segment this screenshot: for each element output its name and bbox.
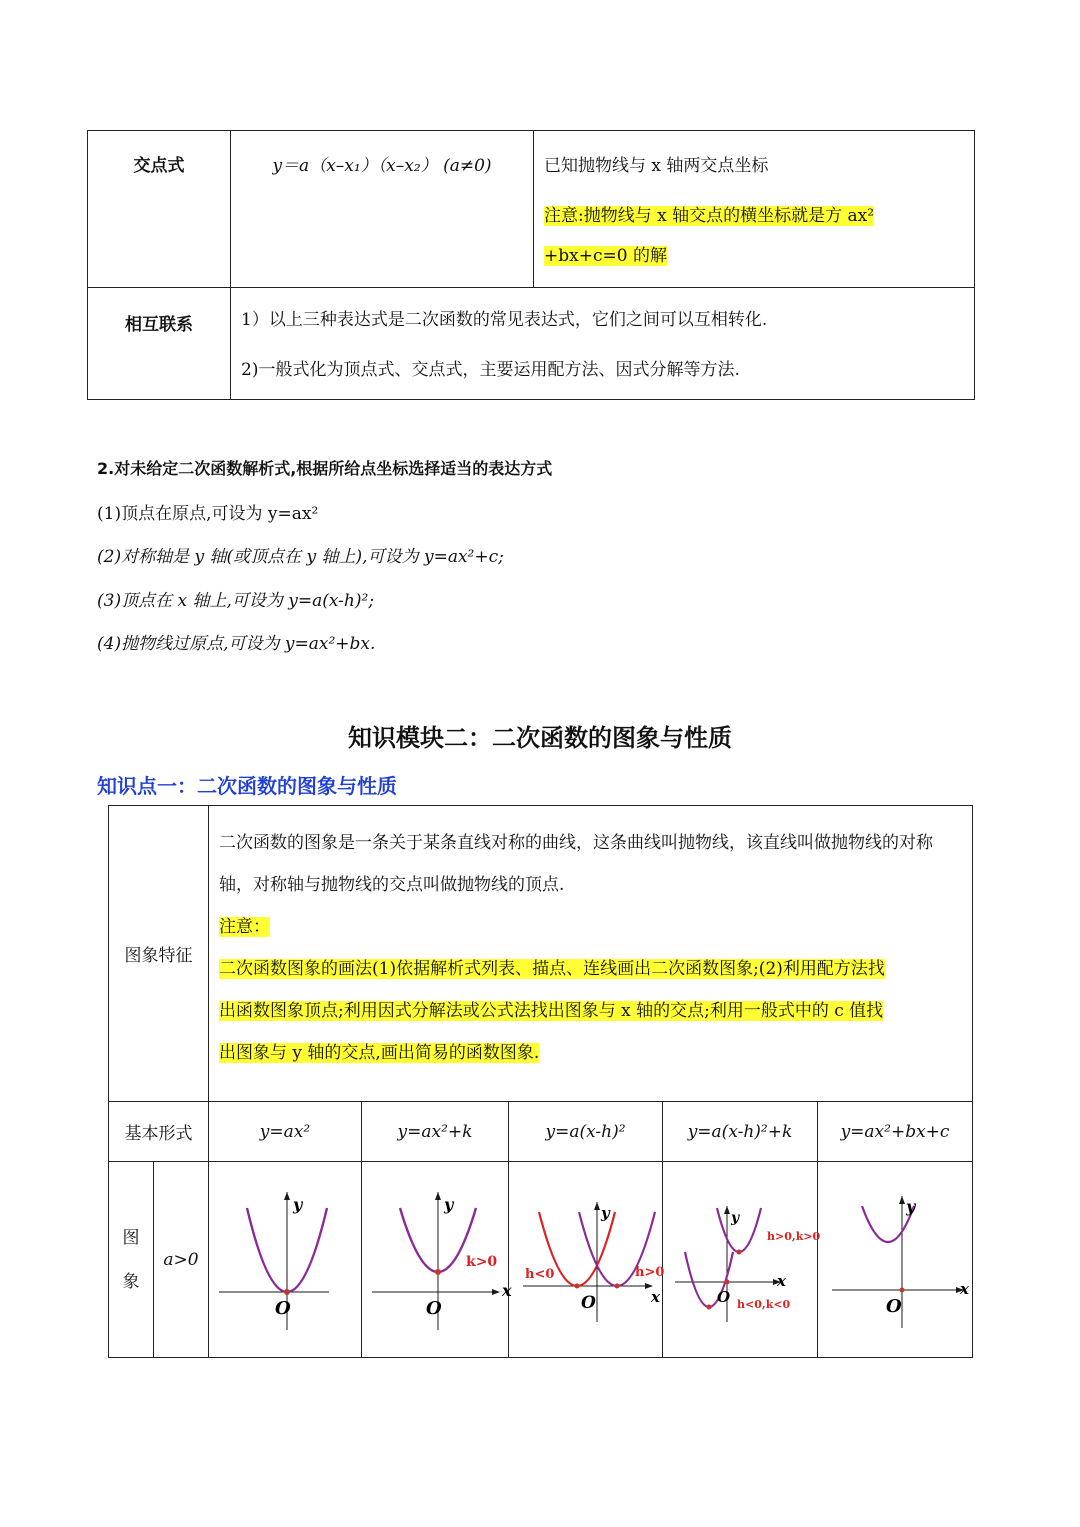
graph-4 bbox=[663, 1162, 821, 1352]
intercept-note-line: 已知抛物线与 x 轴两交点坐标 bbox=[544, 156, 769, 176]
relation-content bbox=[231, 288, 975, 400]
x-axis-arrow bbox=[492, 1289, 500, 1295]
intercept-form-label: 交点式 bbox=[88, 131, 231, 288]
expression-table bbox=[87, 130, 975, 400]
section2-item-3: (3)顶点在 x 轴上,可设为 y=a(x-h)²; bbox=[97, 591, 375, 611]
x-label: x bbox=[777, 1272, 786, 1290]
graph-label bbox=[109, 1162, 154, 1358]
basic-form-label: 基本形式 bbox=[109, 1102, 209, 1162]
note-line-2: 出函数图象顶点;利用因式分解法或公式法找出图象与 x 轴的交点;利用一般式中的 c 值找 bbox=[219, 1001, 884, 1021]
k-pos-label: k>0 bbox=[466, 1254, 498, 1270]
intercept-form-formula bbox=[231, 131, 534, 288]
graph-cell-3 bbox=[509, 1162, 663, 1358]
relation-line-1: 1）以上三种表达式是二次函数的常见表达式，它们之间可以互相转化. bbox=[241, 310, 768, 330]
h-pos-label: h>0 bbox=[635, 1265, 665, 1280]
note-line-3: 出图象与 y 轴的交点,画出简易的函数图象. bbox=[219, 1043, 540, 1063]
relation-line-2: 2)一般式化为顶点式、交点式，主要运用配方法、因式分解等方法. bbox=[241, 360, 740, 380]
y-axis-arrow bbox=[899, 1196, 905, 1204]
vertex-upper bbox=[737, 1250, 742, 1255]
graph-2 bbox=[362, 1162, 512, 1352]
hk-neg-label: h<0,k<0 bbox=[737, 1298, 791, 1311]
y-axis-arrow bbox=[435, 1192, 441, 1200]
x-label: x bbox=[651, 1288, 660, 1306]
origin-point bbox=[725, 1280, 730, 1285]
graph-cell-2 bbox=[362, 1162, 512, 1358]
graph-1 bbox=[209, 1162, 361, 1352]
vertex-left bbox=[575, 1284, 580, 1289]
hk-pos-label: h>0,k>0 bbox=[767, 1230, 821, 1243]
graph-label-2: 象 bbox=[122, 1271, 140, 1292]
intercept-warning bbox=[544, 196, 964, 276]
note-label: 注意： bbox=[219, 917, 270, 937]
graph-3 bbox=[509, 1162, 665, 1352]
note-line-1: 二次函数图象的画法(1)依据解析式列表、描点、连线画出二次函数图象;(2)利用配方法找 bbox=[219, 959, 885, 979]
y-axis-arrow bbox=[724, 1206, 730, 1214]
form-2: y=ax²+k bbox=[362, 1102, 509, 1162]
origin-label: O bbox=[717, 1288, 731, 1306]
section2-heading: 2.对未给定二次函数解析式,根据所给点坐标选择适当的表达方式 bbox=[97, 459, 553, 478]
graph-properties-table bbox=[108, 805, 973, 1358]
feature-content bbox=[209, 806, 973, 1102]
y-label: y bbox=[601, 1204, 610, 1222]
graph-label-1: 图 bbox=[122, 1227, 140, 1248]
feature-label: 图象特征 bbox=[109, 806, 209, 1102]
y-axis-arrow bbox=[284, 1192, 290, 1200]
y-label: y bbox=[293, 1195, 303, 1214]
feature-desc: 二次函数的图象是一条关于某条直线对称的曲线，这条曲线叫抛物线，该直线叫做抛物线的对称轴，对称轴与抛物线的交点叫做抛物线的顶点. bbox=[219, 833, 933, 895]
vertex-point bbox=[284, 1289, 290, 1295]
y-label: y bbox=[444, 1195, 454, 1214]
intercept-formula-text: y＝a（x–x₁）（x–x₂） (a≠0) bbox=[272, 156, 492, 176]
condition-label: a>0 bbox=[154, 1162, 209, 1358]
module-title: 知识模块二：二次函数的图象与性质 bbox=[348, 724, 732, 752]
y-label: y bbox=[731, 1210, 740, 1226]
x-label: x bbox=[502, 1281, 512, 1300]
y-label: y bbox=[906, 1197, 916, 1216]
h-neg-label: h<0 bbox=[525, 1267, 555, 1282]
y-axis-arrow bbox=[594, 1202, 600, 1210]
intercept-warning-b: +bx+c=0 的解 bbox=[544, 246, 667, 266]
form-3: y=a(x-h)² bbox=[509, 1102, 663, 1162]
intercept-warning-a: 注意:抛物线与 x 轴交点的横坐标就是方 ax² bbox=[544, 206, 875, 226]
section2-item-1: (1)顶点在原点,可设为 y=ax² bbox=[97, 504, 319, 524]
origin-point bbox=[900, 1288, 905, 1293]
point-title: 知识点一：二次函数的图象与性质 bbox=[97, 774, 397, 798]
graph-cell-4 bbox=[663, 1162, 821, 1358]
feature-note bbox=[219, 906, 964, 1074]
vertex-right bbox=[615, 1284, 620, 1289]
vertex-point bbox=[435, 1269, 441, 1275]
section2-item-2: (2)对称轴是 y 轴(或顶点在 y 轴上),可设为 y=ax²+c; bbox=[97, 547, 504, 567]
x-label: x bbox=[960, 1280, 969, 1298]
graph-cell-1 bbox=[209, 1162, 362, 1358]
graph-5 bbox=[818, 1162, 973, 1352]
origin-label: O bbox=[275, 1298, 291, 1319]
origin-label: O bbox=[886, 1296, 902, 1317]
form-1: y=ax² bbox=[209, 1102, 362, 1162]
intercept-form-note bbox=[534, 131, 975, 288]
relation-label: 相互联系 bbox=[88, 288, 231, 400]
form-4: y=a(x-h)²+k bbox=[663, 1102, 818, 1162]
graph-cell-5 bbox=[818, 1162, 973, 1358]
origin-label: O bbox=[426, 1298, 442, 1319]
vertex-lower bbox=[707, 1305, 712, 1310]
form-5: y=ax²+bx+c bbox=[818, 1102, 973, 1162]
section2-item-4: (4)抛物线过原点,可设为 y=ax²+bx. bbox=[97, 634, 376, 654]
origin-label: O bbox=[581, 1293, 596, 1313]
